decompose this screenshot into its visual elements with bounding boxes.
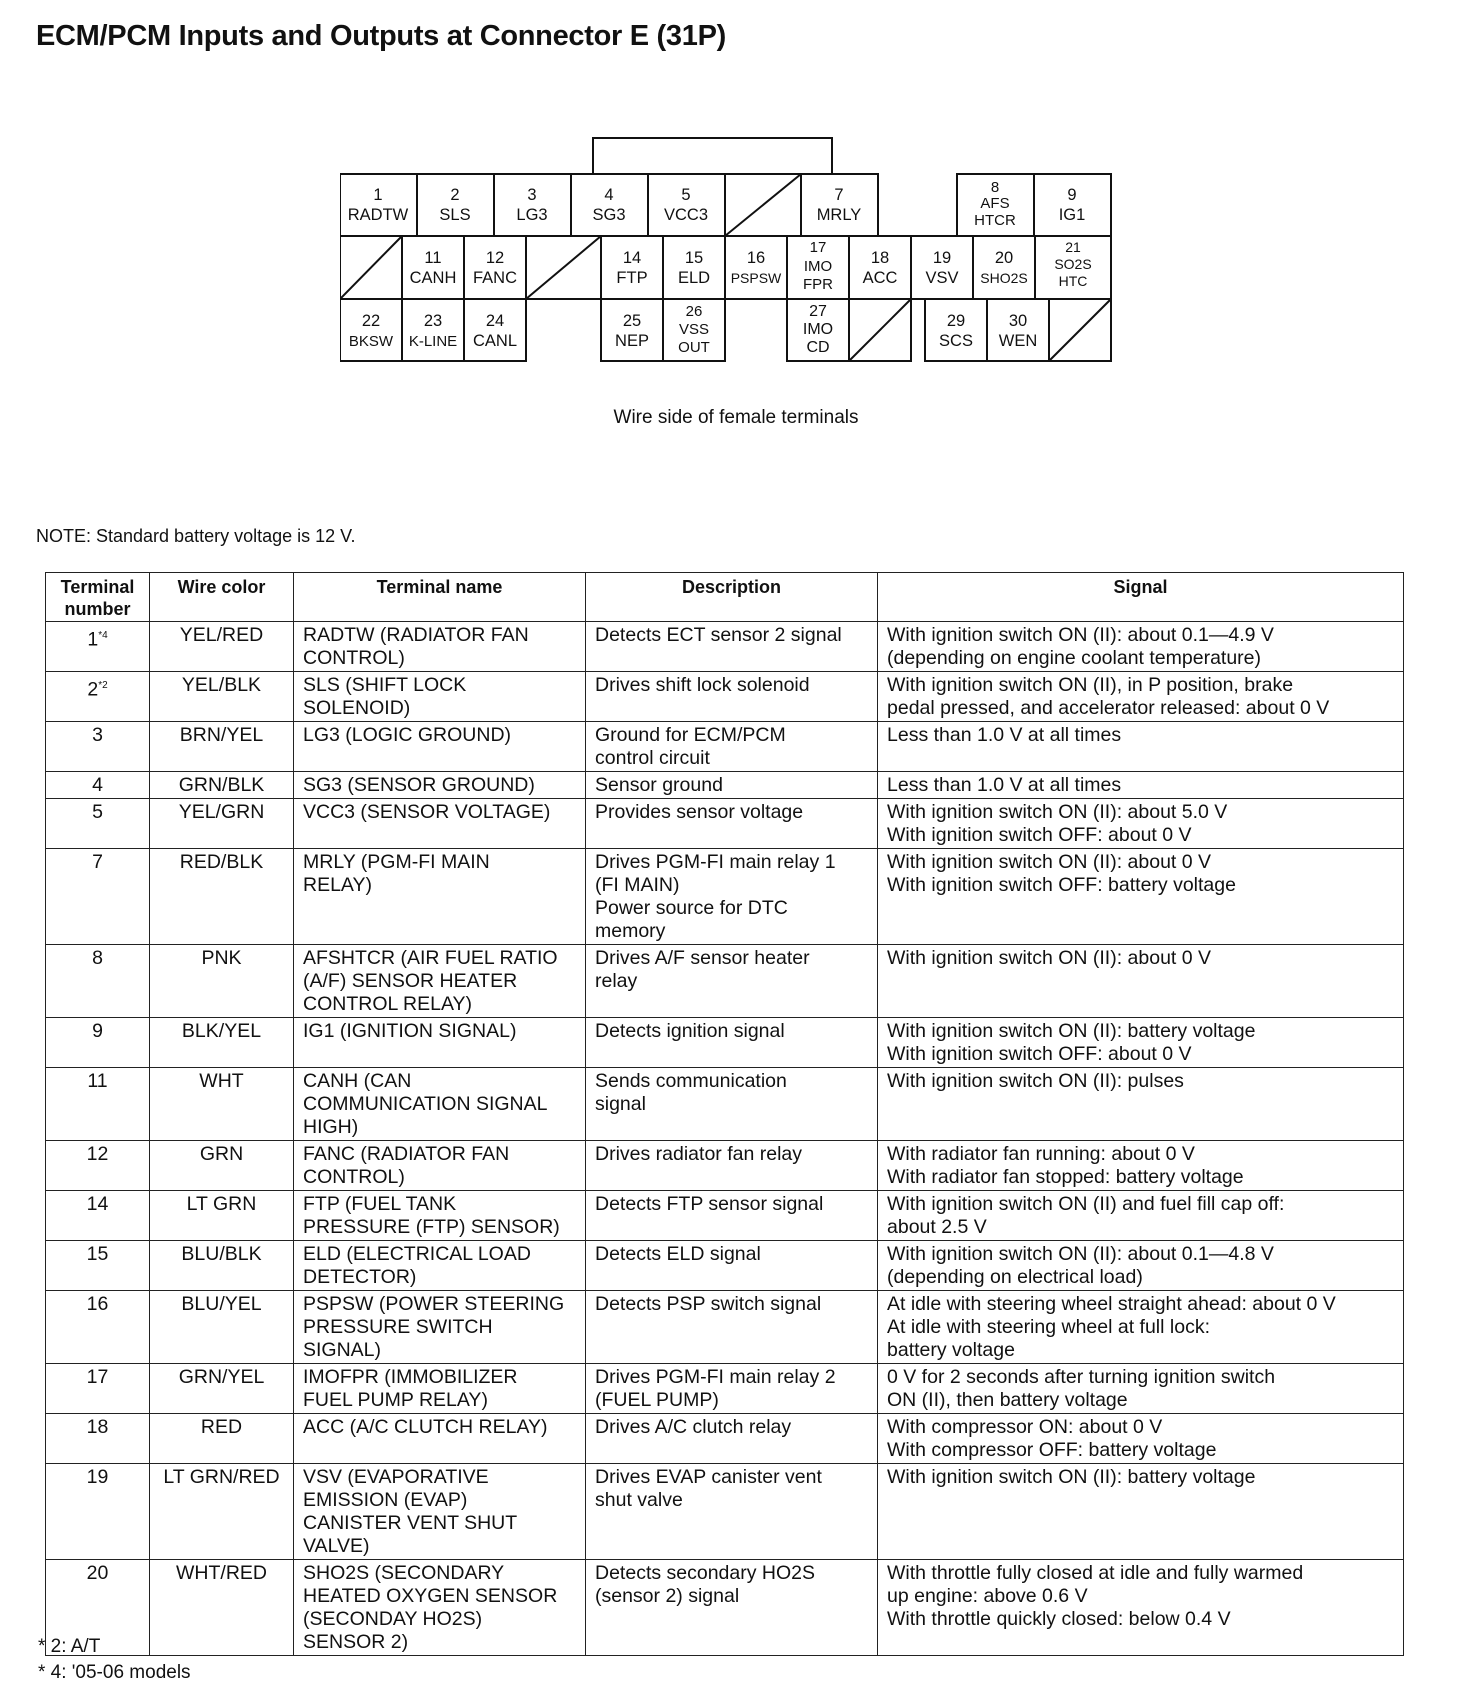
svg-text:IMO: IMO xyxy=(803,258,833,275)
svg-text:VCC3: VCC3 xyxy=(663,206,709,224)
description: Detects FTP sensor signal xyxy=(586,1191,878,1241)
terminal-23 xyxy=(409,312,457,350)
svg-text:MRLY: MRLY xyxy=(816,206,862,224)
signal: With ignition switch ON (II): battery voltage xyxy=(878,1464,1404,1560)
terminal-number: 2$^{*2}$ xyxy=(46,672,150,722)
signal: With ignition switch ON (II): pulses xyxy=(878,1068,1404,1141)
svg-text:FANC: FANC xyxy=(472,269,518,287)
svg-text:30: 30 xyxy=(1008,312,1028,330)
terminal-name: AFSHTCR (AIR FUEL RATIO (A/F) SENSOR HEATER CONTROL RELAY) xyxy=(294,945,586,1018)
terminal-17 xyxy=(803,239,833,293)
signal: With ignition switch ON (II): about 0 V With ignition switch OFF: battery voltage xyxy=(878,849,1404,945)
wire-color: BLU/BLK xyxy=(150,1241,294,1291)
connector-diagram xyxy=(340,136,1120,396)
signal: With compressor ON: about 0 V With compressor OFF: battery voltage xyxy=(878,1414,1404,1464)
terminal-1 xyxy=(348,186,409,224)
terminal-number: 12 xyxy=(46,1141,150,1191)
terminal-30 xyxy=(999,312,1038,350)
description: Detects PSP switch signal xyxy=(586,1291,878,1364)
wire-color: BLU/YEL xyxy=(150,1291,294,1364)
svg-text:WEN: WEN xyxy=(998,332,1038,350)
terminal-14 xyxy=(616,249,647,287)
svg-text:VSV: VSV xyxy=(925,269,959,287)
terminal-number: 20 xyxy=(46,1560,150,1656)
svg-text:27: 27 xyxy=(809,303,827,320)
svg-text:23: 23 xyxy=(423,312,443,330)
terminal-name: MRLY (PGM-FI MAIN RELAY) xyxy=(294,849,586,945)
terminal-25 xyxy=(615,312,649,350)
note: NOTE: Standard battery voltage is 12 V. xyxy=(36,526,356,546)
header-description: Description xyxy=(586,573,878,622)
svg-text:ACC: ACC xyxy=(862,269,898,287)
table-row xyxy=(46,1291,1404,1364)
terminal-number: 17 xyxy=(46,1364,150,1414)
terminal-3 xyxy=(516,186,547,224)
signal: With ignition switch ON (II): about 0 V xyxy=(878,945,1404,1018)
terminal-19 xyxy=(925,249,958,287)
table-row xyxy=(46,1464,1404,1560)
svg-text:11: 11 xyxy=(424,249,442,267)
terminal-number: 14 xyxy=(46,1191,150,1241)
signal: With ignition switch ON (II): about 5.0 V With ignition switch OFF: about 0 V xyxy=(878,799,1404,849)
table-row xyxy=(46,945,1404,1018)
svg-text:24: 24 xyxy=(485,312,505,330)
table-row xyxy=(46,1560,1404,1656)
svg-text:5: 5 xyxy=(681,186,691,204)
terminal-7 xyxy=(817,186,862,224)
wire-color: GRN/BLK xyxy=(150,772,294,799)
terminal-5 xyxy=(664,186,708,224)
svg-text:14: 14 xyxy=(622,249,642,267)
terminal-4 xyxy=(592,186,625,224)
terminal-name: VCC3 (SENSOR VOLTAGE) xyxy=(294,799,586,849)
terminal-name: FTP (FUEL TANK PRESSURE (FTP) SENSOR) xyxy=(294,1191,586,1241)
terminal-11 xyxy=(410,249,457,287)
diagram-caption: Wire side of female terminals xyxy=(613,407,859,428)
svg-text:25: 25 xyxy=(622,312,642,330)
terminal-table xyxy=(45,572,1404,1656)
page-title: ECM/PCM Inputs and Outputs at Connector E (31P) xyxy=(36,20,726,52)
terminal-number: 3 xyxy=(46,722,150,772)
terminal-18 xyxy=(863,249,898,287)
terminal-2 xyxy=(439,186,470,224)
header-terminal-name: Terminal name xyxy=(294,573,586,622)
wire-color: BRN/YEL xyxy=(150,722,294,772)
wire-color: PNK xyxy=(150,945,294,1018)
footnote-at: * 2: A/T xyxy=(38,1636,101,1657)
terminal-name: ACC (A/C CLUTCH RELAY) xyxy=(294,1414,586,1464)
description: Drives shift lock solenoid xyxy=(586,672,878,722)
svg-text:CD: CD xyxy=(806,339,830,356)
svg-text:CANH: CANH xyxy=(409,269,457,287)
wire-color: YEL/GRN xyxy=(150,799,294,849)
table-row xyxy=(46,799,1404,849)
description: Detects secondary HO2S (sensor 2) signal xyxy=(586,1560,878,1656)
description: Drives PGM-FI main relay 2 (FUEL PUMP) xyxy=(586,1364,878,1414)
footnote-models: * 4: '05-06 models xyxy=(38,1662,191,1683)
terminal-name: VSV (EVAPORATIVE EMISSION (EVAP) CANISTER VENT SHUT VALVE) xyxy=(294,1464,586,1560)
signal: With radiator fan running: about 0 V With radiator fan stopped: battery voltage xyxy=(878,1141,1404,1191)
svg-text:2: 2 xyxy=(450,186,460,204)
terminal-name: IMOFPR (IMMOBILIZER FUEL PUMP RELAY) xyxy=(294,1364,586,1414)
terminal-number: 8 xyxy=(46,945,150,1018)
terminal-26 xyxy=(678,303,710,356)
wire-color: GRN/YEL xyxy=(150,1364,294,1414)
wire-color: LT GRN/RED xyxy=(150,1464,294,1560)
wire-color: WHT xyxy=(150,1068,294,1141)
svg-text:SLS: SLS xyxy=(439,206,471,224)
table-row xyxy=(46,672,1404,722)
terminal-name: SHO2S (SECONDARY HEATED OXYGEN SENSOR (SECONDAY HO2S) SENSOR 2) xyxy=(294,1560,586,1656)
header-wire-color: Wire color xyxy=(150,573,294,622)
terminal-name: PSPSW (POWER STEERING PRESSURE SWITCH SIGNAL) xyxy=(294,1291,586,1364)
svg-text:20: 20 xyxy=(994,249,1014,267)
signal: With ignition switch ON (II), in P position, brake pedal pressed, and accelerator released: about 0 V xyxy=(878,672,1404,722)
svg-text:BKSW: BKSW xyxy=(348,333,394,350)
terminal-8 xyxy=(974,179,1016,229)
wire-color: WHT/RED xyxy=(150,1560,294,1656)
svg-text:3: 3 xyxy=(527,186,537,204)
table-row xyxy=(46,722,1404,772)
terminal-name: LG3 (LOGIC GROUND) xyxy=(294,722,586,772)
signal: With ignition switch ON (II): about 0.1—4.8 V (depending on electrical load) xyxy=(878,1241,1404,1291)
terminal-name: CANH (CAN COMMUNICATION SIGNAL HIGH) xyxy=(294,1068,586,1141)
terminal-15 xyxy=(678,249,710,287)
signal: With ignition switch ON (II): battery voltage With ignition switch OFF: about 0 V xyxy=(878,1018,1404,1068)
svg-text:SO2S: SO2S xyxy=(1054,256,1092,272)
svg-text:9: 9 xyxy=(1067,186,1077,204)
wire-color: LT GRN xyxy=(150,1191,294,1241)
description: Sensor ground xyxy=(586,772,878,799)
table-row xyxy=(46,1018,1404,1068)
table-row xyxy=(46,772,1404,799)
terminal-name: IG1 (IGNITION SIGNAL) xyxy=(294,1018,586,1068)
table-row xyxy=(46,1191,1404,1241)
terminal-number: 15 xyxy=(46,1241,150,1291)
svg-text:15: 15 xyxy=(684,249,704,267)
terminal-name: SG3 (SENSOR GROUND) xyxy=(294,772,586,799)
terminal-21 xyxy=(1054,239,1091,289)
table-row xyxy=(46,1414,1404,1464)
svg-text:1: 1 xyxy=(373,186,383,204)
svg-text:SHO2S: SHO2S xyxy=(980,270,1028,286)
table-row xyxy=(46,1241,1404,1291)
description: Detects ECT sensor 2 signal xyxy=(586,622,878,672)
signal: At idle with steering wheel straight ahead: about 0 V At idle with steering wheel at full lock: battery voltage xyxy=(878,1291,1404,1364)
svg-text:K-LINE: K-LINE xyxy=(408,333,458,350)
svg-text:AFS: AFS xyxy=(980,195,1010,212)
terminal-name: RADTW (RADIATOR FAN CONTROL) xyxy=(294,622,586,672)
signal: With ignition switch ON (II): about 0.1—4.9 V (depending on engine coolant temperature) xyxy=(878,622,1404,672)
svg-text:NEP: NEP xyxy=(615,332,649,350)
terminal-9 xyxy=(1059,186,1086,224)
signal: 0 V for 2 seconds after turning ignition switch ON (II), then battery voltage xyxy=(878,1364,1404,1414)
terminal-name: FANC (RADIATOR FAN CONTROL) xyxy=(294,1141,586,1191)
description: Drives radiator fan relay xyxy=(586,1141,878,1191)
table-row xyxy=(46,1068,1404,1141)
description: Drives A/C clutch relay xyxy=(586,1414,878,1464)
svg-text:OUT: OUT xyxy=(678,339,710,356)
svg-text:IG1: IG1 xyxy=(1058,206,1086,224)
terminal-number: 19 xyxy=(46,1464,150,1560)
wire-color: BLK/YEL xyxy=(150,1018,294,1068)
signal: With throttle fully closed at idle and fully warmed up engine: above 0.6 V With throttle quickly closed: below 0.4 V xyxy=(878,1560,1404,1656)
svg-text:FTP: FTP xyxy=(616,269,648,287)
svg-text:CANL: CANL xyxy=(472,332,518,350)
table-row xyxy=(46,1364,1404,1414)
svg-text:17: 17 xyxy=(809,239,827,256)
table-row xyxy=(46,622,1404,672)
svg-text:19: 19 xyxy=(932,249,952,267)
svg-text:HTC: HTC xyxy=(1058,273,1088,289)
svg-text:22: 22 xyxy=(361,312,381,330)
svg-text:21: 21 xyxy=(1065,239,1081,255)
description: Drives PGM-FI main relay 1 (FI MAIN) Power source for DTC memory xyxy=(586,849,878,945)
terminal-number: 7 xyxy=(46,849,150,945)
terminal-name: SLS (SHIFT LOCK SOLENOID) xyxy=(294,672,586,722)
signal: Less than 1.0 V at all times xyxy=(878,772,1404,799)
description: Sends communication signal xyxy=(586,1068,878,1141)
terminal-number: 11 xyxy=(46,1068,150,1141)
table-header-row xyxy=(46,573,1404,622)
svg-text:18: 18 xyxy=(870,249,890,267)
svg-text:SG3: SG3 xyxy=(592,206,626,224)
svg-text:16: 16 xyxy=(746,249,766,267)
table-row xyxy=(46,1141,1404,1191)
terminal-20 xyxy=(980,249,1027,286)
wire-color: GRN xyxy=(150,1141,294,1191)
terminal-name: ELD (ELECTRICAL LOAD DETECTOR) xyxy=(294,1241,586,1291)
signal: With ignition switch ON (II) and fuel fill cap off: about 2.5 V xyxy=(878,1191,1404,1241)
svg-text:ELD: ELD xyxy=(677,269,711,287)
terminal-number: 1$^{*4}$ xyxy=(46,622,150,672)
terminal-number: 9 xyxy=(46,1018,150,1068)
svg-text:29: 29 xyxy=(946,312,966,330)
terminal-29 xyxy=(939,312,973,350)
signal: Less than 1.0 V at all times xyxy=(878,722,1404,772)
svg-text:RADTW: RADTW xyxy=(347,206,409,224)
description: Provides sensor voltage xyxy=(586,799,878,849)
svg-text:VSS: VSS xyxy=(678,321,710,338)
terminal-12 xyxy=(473,249,517,287)
svg-text:7: 7 xyxy=(834,186,844,204)
description: Detects ignition signal xyxy=(586,1018,878,1068)
svg-text:HTCR: HTCR xyxy=(974,212,1016,229)
wire-color: RED xyxy=(150,1414,294,1464)
svg-text:26: 26 xyxy=(685,303,703,320)
description: Detects ELD signal xyxy=(586,1241,878,1291)
wire-color: RED/BLK xyxy=(150,849,294,945)
wire-color: YEL/RED xyxy=(150,622,294,672)
svg-text:12: 12 xyxy=(485,249,505,267)
terminal-22 xyxy=(349,312,394,350)
terminal-24 xyxy=(473,312,517,350)
svg-text:PSPSW: PSPSW xyxy=(730,270,782,286)
description: Drives A/F sensor heater relay xyxy=(586,945,878,1018)
terminal-number: 16 xyxy=(46,1291,150,1364)
svg-text:8: 8 xyxy=(990,179,1000,196)
table-row xyxy=(46,849,1404,945)
svg-text:SCS: SCS xyxy=(939,332,973,350)
terminal-number: 5 xyxy=(46,799,150,849)
svg-text:FPR: FPR xyxy=(803,276,833,293)
description: Drives EVAP canister vent shut valve xyxy=(586,1464,878,1560)
description: Ground for ECM/PCM control circuit xyxy=(586,722,878,772)
svg-text:4: 4 xyxy=(604,186,614,204)
header-terminal-number: Terminal number xyxy=(46,573,150,622)
wire-color: YEL/BLK xyxy=(150,672,294,722)
svg-text:IMO: IMO xyxy=(802,321,834,338)
terminal-27 xyxy=(803,303,833,356)
terminal-number: 4 xyxy=(46,772,150,799)
header-signal: Signal xyxy=(878,573,1404,622)
svg-text:LG3: LG3 xyxy=(516,206,548,224)
terminal-number: 18 xyxy=(46,1414,150,1464)
terminal-16 xyxy=(731,249,782,286)
